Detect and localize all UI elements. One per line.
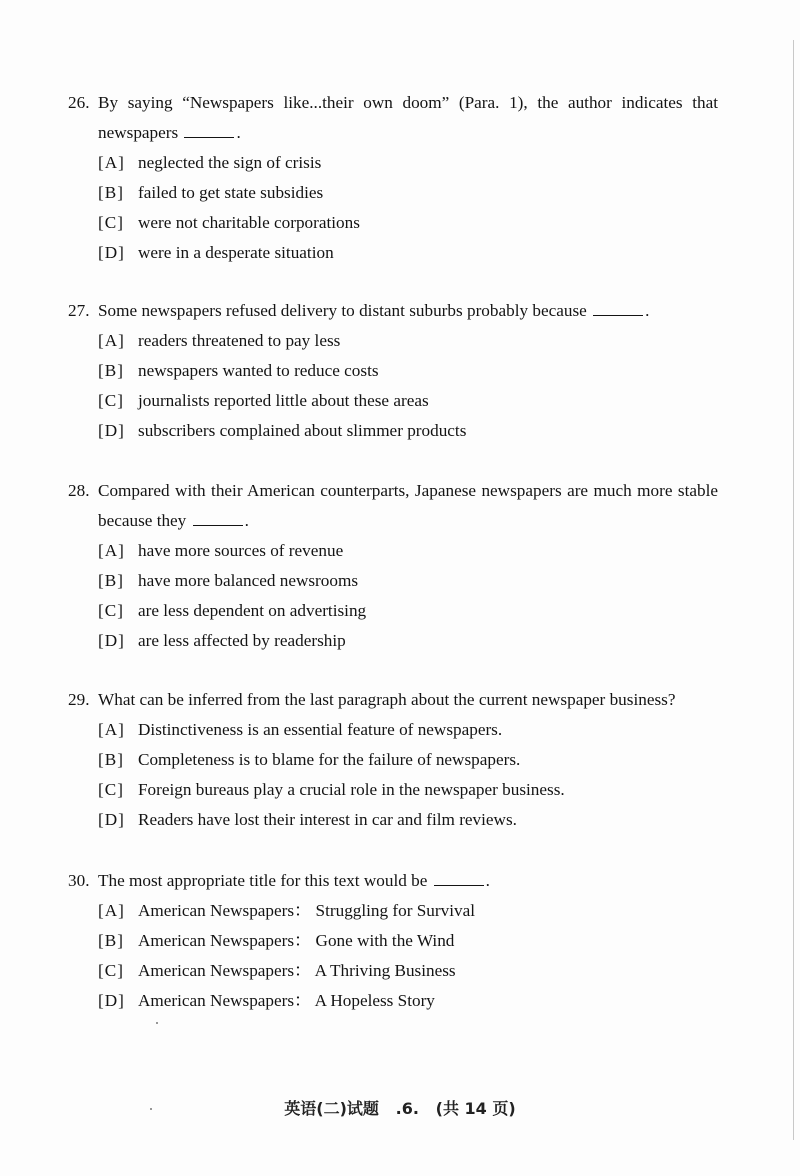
option-b[interactable]	[98, 745, 718, 775]
option-text: are less affected by readership	[138, 631, 346, 650]
question-text: Some newspapers refused delivery to distant suburbs probably because	[98, 301, 587, 320]
option-a[interactable]	[98, 536, 718, 566]
option-text: Distinctiveness is an essential feature of newspapers.	[138, 720, 503, 739]
option-a[interactable]	[98, 715, 718, 745]
question-stem	[68, 685, 718, 715]
option-letter: [C]	[98, 780, 124, 799]
footer-page-number: .6.	[395, 1099, 419, 1118]
option-c[interactable]	[98, 775, 718, 805]
question-stem	[68, 866, 718, 896]
option-d[interactable]	[98, 416, 718, 446]
question-number: 26.	[68, 93, 90, 112]
option-letter: [C]	[98, 961, 124, 980]
option-letter: [A]	[98, 901, 125, 920]
answer-blank	[434, 871, 484, 886]
question-number: 28.	[68, 481, 90, 500]
question-number: 27.	[68, 301, 90, 320]
options-list	[98, 715, 718, 835]
option-letter: [A]	[98, 720, 125, 739]
option-d[interactable]	[98, 626, 718, 656]
question-27	[68, 296, 718, 446]
question-30	[68, 866, 718, 1016]
option-letter: [A]	[98, 153, 125, 172]
option-text: subscribers complained about slimmer products	[138, 421, 467, 440]
option-text: American Newspapers： Gone with the Wind	[138, 931, 455, 950]
question-number: 30.	[68, 871, 90, 890]
question-text-end: .	[645, 301, 650, 320]
option-text: have more balanced newsrooms	[138, 571, 359, 590]
option-c[interactable]	[98, 956, 718, 986]
answer-blank	[184, 123, 234, 138]
option-letter: [C]	[98, 601, 124, 620]
option-letter: [A]	[98, 331, 125, 350]
option-letter: [B]	[98, 183, 124, 202]
option-a[interactable]	[98, 148, 718, 178]
option-text: American Newspapers： A Hopeless Story	[138, 991, 435, 1010]
option-c[interactable]	[98, 386, 718, 416]
question-stem	[68, 476, 718, 536]
question-text: What can be inferred from the last paragraph about the current newspaper business?	[98, 690, 676, 709]
question-number: 29.	[68, 690, 90, 709]
option-letter: [D]	[98, 421, 125, 440]
option-letter: [B]	[98, 361, 124, 380]
answer-blank	[193, 511, 243, 526]
option-text: Readers have lost their interest in car and film reviews.	[138, 810, 517, 829]
option-b[interactable]	[98, 178, 718, 208]
footer-subject: 英语(二)试题	[284, 1099, 379, 1118]
option-text: failed to get state subsidies	[138, 183, 324, 202]
option-b[interactable]	[98, 926, 718, 956]
option-text: readers threatened to pay less	[138, 331, 341, 350]
option-letter: [D]	[98, 810, 125, 829]
option-c[interactable]	[98, 208, 718, 238]
option-b[interactable]	[98, 356, 718, 386]
question-text-end: .	[244, 511, 249, 530]
option-letter: [D]	[98, 243, 125, 262]
option-letter: [B]	[98, 571, 124, 590]
option-letter: [B]	[98, 750, 124, 769]
options-list	[98, 326, 718, 446]
question-stem	[68, 88, 718, 148]
option-text: Completeness is to blame for the failure of newspapers.	[138, 750, 521, 769]
option-a[interactable]	[98, 326, 718, 356]
options-list	[98, 896, 718, 1016]
page-footer	[0, 1096, 800, 1119]
scan-edge-line	[793, 40, 794, 1140]
option-c[interactable]	[98, 596, 718, 626]
question-29	[68, 685, 718, 835]
option-a[interactable]	[98, 896, 718, 926]
option-letter: [C]	[98, 391, 124, 410]
question-stem	[68, 296, 718, 326]
footer-total-pages: (共 14 页)	[435, 1099, 516, 1118]
question-text: By saying “Newspapers like...their own doom” (Para. 1), the author indicates that newspapers	[98, 93, 718, 142]
option-letter: [B]	[98, 931, 124, 950]
option-text: journalists reported little about these areas	[138, 391, 429, 410]
options-list	[98, 536, 718, 656]
option-b[interactable]	[98, 566, 718, 596]
scan-speck	[156, 1022, 158, 1024]
question-text-end: .	[485, 871, 490, 890]
question-text: The most appropriate title for this text would be	[98, 871, 428, 890]
option-text: were not charitable corporations	[138, 213, 360, 232]
question-26	[68, 88, 718, 268]
option-letter: [D]	[98, 991, 125, 1010]
option-text: Foreign bureaus play a crucial role in the newspaper business.	[138, 780, 565, 799]
option-text: have more sources of revenue	[138, 541, 344, 560]
option-text: were in a desperate situation	[138, 243, 334, 262]
option-letter: [C]	[98, 213, 124, 232]
question-text: Compared with their American counterparts, Japanese newspapers are much more stable because they	[98, 481, 718, 530]
option-text: American Newspapers： A Thriving Business	[138, 961, 456, 980]
option-letter: [A]	[98, 541, 125, 560]
option-text: neglected the sign of crisis	[138, 153, 322, 172]
question-text-end: .	[236, 123, 241, 142]
question-28	[68, 476, 718, 656]
answer-blank	[593, 301, 643, 316]
option-d[interactable]	[98, 986, 718, 1016]
options-list	[98, 148, 718, 268]
option-text: American Newspapers： Struggling for Survival	[138, 901, 475, 920]
option-text: are less dependent on advertising	[138, 601, 367, 620]
option-d[interactable]	[98, 805, 718, 835]
option-letter: [D]	[98, 631, 125, 650]
option-text: newspapers wanted to reduce costs	[138, 361, 379, 380]
option-d[interactable]	[98, 238, 718, 268]
